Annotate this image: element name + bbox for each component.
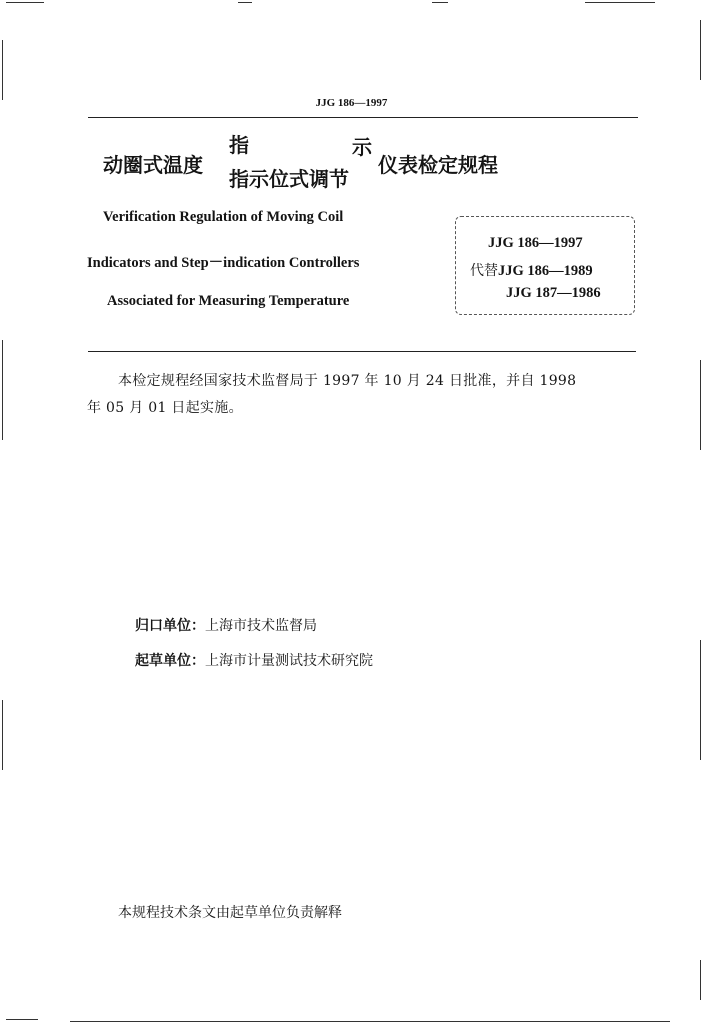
scan-edge-mark [700,640,701,760]
page-header-code: JJG 186—1997 [315,97,388,109]
scan-edge-mark [2,700,3,770]
scan-edge-mark [700,360,701,450]
drafting-unit-label: 起草单位： [135,653,205,669]
scan-edge-mark [6,1019,38,1020]
responsible-unit-label: 归口单位： [135,618,205,634]
drafting-unit-value: 上海市计量测试技术研究院 [205,653,373,669]
title-option-top-left: 指 [229,133,249,157]
responsible-unit-value: 上海市技术监督局 [205,618,317,634]
scan-edge-mark [70,1021,670,1022]
english-title-line3: Associated for Measuring Temperature [107,293,350,309]
responsible-unit [135,615,317,635]
drafting-unit [135,650,373,670]
current-code: JJG 186—1997 [488,235,583,251]
title-option-top-right: 示 [352,135,372,159]
english-title-line1: Verification Regulation of Moving Coil [103,209,344,225]
scan-edge-mark [2,340,3,440]
replaces-label: 代替 [470,263,498,279]
replaces-line [470,260,593,280]
title-prefix: 动圈式温度 [103,153,203,177]
english-title-line2: Indicators and Step－indication Controllers [87,255,360,271]
header-rule [88,117,638,118]
scan-edge-mark [585,2,655,3]
replaced-code-1: JJG 186—1989 [498,263,593,279]
interpretation-note: 本规程技术条文由起草单位负责解释 [118,905,342,921]
scan-edge-mark [6,2,44,3]
replaced-code-2: JJG 187—1986 [506,285,601,301]
title-option-bottom: 指示位式调节 [229,167,349,191]
scan-edge-mark [2,40,3,100]
title-suffix: 仪表检定规程 [378,153,498,177]
scan-edge-mark [432,2,448,3]
approval-line-2: 年 05 月 01 日起实施。 [87,400,243,416]
approval-line-1: 本检定规程经国家技术监督局于 1997 年 10 月 24 日批准，并自 1998 [118,373,577,389]
scan-edge-mark [238,2,252,3]
scan-edge-mark [700,960,701,1000]
scan-edge-mark [700,20,701,80]
section-divider [88,351,636,352]
